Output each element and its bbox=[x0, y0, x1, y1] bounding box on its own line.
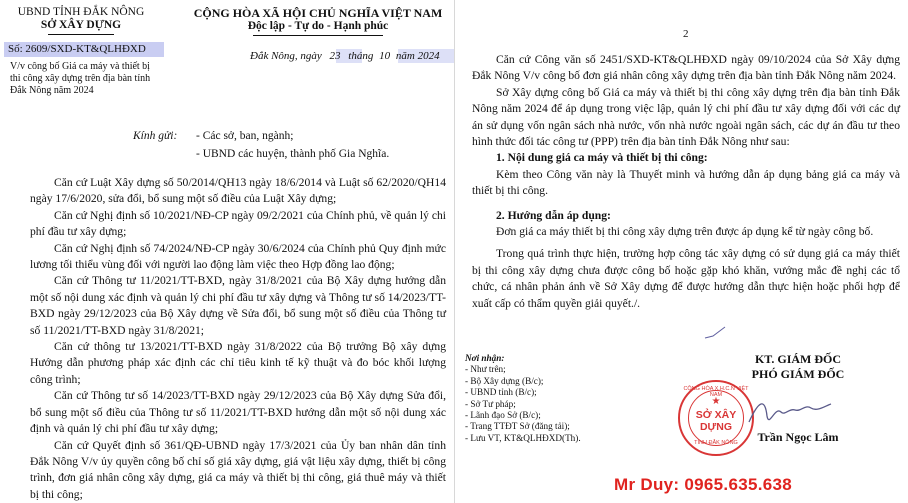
watermark-contact: Mr Duy: 0965.635.638 bbox=[614, 475, 792, 494]
agency-name: SỞ XÂY DỰNG bbox=[40, 19, 122, 31]
national-motto: Độc lập - Tự do - Hạnh phúc bbox=[247, 20, 389, 32]
receiver-item: - Bộ Xây dựng (B/c); bbox=[465, 375, 544, 386]
signature-title-2: PHÓ GIÁM ĐỐC bbox=[751, 367, 845, 381]
section-heading-1: 1. Nội dung giá ca máy và thiết bị thi công: bbox=[496, 151, 708, 165]
page1-body bbox=[30, 175, 446, 503]
paragraph: Trong quá trình thực hiện, trường hợp công tác xây dựng có sử dụng giá ca máy thiết bị thi công xây dựng chưa được công bố hoặc gặp khó khăn, vướng mắc đề nghị các tổ chức, cá nhân phản ánh về Sở Xây dựng để được hướng dẫn thực hiện hoặc phối hợp để xuất cấp có thẩm quyền giải quyết./. bbox=[472, 247, 900, 310]
receiver-item: - Như trên; bbox=[465, 364, 506, 375]
signer-name: Trần Ngọc Lâm bbox=[757, 430, 839, 444]
receiver-item: - Lãnh đạo Sở (B/c); bbox=[465, 410, 541, 421]
recipient-1: - Các sở, ban, ngành; bbox=[196, 130, 294, 142]
place-date: Đắk Nông, ngày 23 tháng 10 năm 2024 bbox=[250, 50, 440, 62]
agency-underline bbox=[48, 34, 114, 35]
paragraph: Căn cứ thông tư 13/2021/TT-BXD ngày 31/8/2022 của Bộ trưởng Bộ xây dựng Hướng dẫn phương pháp xác định các chỉ tiêu kinh tế kỹ thuật và đo bóc khối lượng công trình; bbox=[30, 340, 446, 386]
initial-mark-icon bbox=[703, 324, 727, 344]
paragraph: Đơn giá ca máy thiết bị thi công xây dựng trên được áp dụng kể từ ngày công bố. bbox=[496, 225, 874, 239]
receiver-item: - Sở Tư pháp; bbox=[465, 398, 516, 409]
receivers-block bbox=[465, 353, 615, 444]
paragraph: Căn cứ Thông tư 11/2021/TT-BXD, ngày 31/8/2021 của Bộ Xây dựng hướng dẫn một số nội dung xác định và quản lý chi phí đầu tư xây dựng và Thông tư số 14/2023/TT-BXD ngày 29/12/2023 của Bộ Xây dựng về Sửa đổi, bổ sung một số điều của Thông tư số 11/2021/TT-BXD ngày 31/8/2021; bbox=[30, 274, 446, 337]
receiver-item: - UBND tỉnh (B/c); bbox=[465, 387, 537, 398]
receiver-item: - Trang TTĐT Sở (đăng tải); bbox=[465, 421, 570, 432]
paragraph: Căn cứ Luật Xây dựng số 50/2014/QH13 ngày 18/6/2014 và Luật số 62/2020/QH14 ngày 17/6/2020, sửa đổi, bổ sung một số điều của Luật Xây dựng; bbox=[30, 176, 446, 206]
signature-title-1: KT. GIÁM ĐỐC bbox=[754, 352, 842, 366]
receiver-item: - Lưu VT, KT&QLHĐXD(Th). bbox=[465, 432, 581, 443]
recipients-label: Kính gửi: bbox=[133, 130, 178, 142]
page2-body bbox=[472, 52, 900, 312]
national-title: CỘNG HÒA XÃ HỘI CHỦ NGHĨA VIỆT NAM bbox=[193, 6, 443, 20]
paragraph: Kèm theo Công văn này là Thuyết minh và hướng dẫn áp dụng bảng giá ca máy và thiết bị thi công. bbox=[472, 167, 900, 198]
receivers-label: Nơi nhận: bbox=[465, 353, 505, 363]
paragraph: Căn cứ Công văn số 2451/SXD-KT&QLHĐXD ngày 09/10/2024 của Sở Xây dựng Đắk Nông V/v công bố đơn giá nhân công xây dựng trên địa bàn tỉnh Đắk Nông năm 2024. bbox=[472, 53, 900, 83]
page-number: 2 bbox=[683, 28, 689, 40]
signature-icon bbox=[745, 392, 835, 432]
official-seal: CỘNG HÒA X.H.C.N VIỆT NAM ★ SỞ XÂY DỰNG TỈNH ĐẮK NÔNG bbox=[678, 380, 754, 456]
paragraph: Căn cứ Nghị định số 74/2024/NĐ-CP ngày 30/6/2024 của Chính phủ Quy định mức lương tối thiểu vùng đối với người lao động làm việc theo Hợp đồng lao động; bbox=[30, 241, 446, 272]
document-page-2 bbox=[455, 0, 908, 503]
recipient-2: - UBND các huyện, thành phố Gia Nghĩa. bbox=[196, 148, 390, 160]
paragraph: Căn cứ Nghị định số 10/2021/NĐ-CP ngày 09/2/2021 của Chính phủ, về quản lý chi phí đầu tư xây dựng; bbox=[30, 208, 446, 239]
section-heading-2: 2. Hướng dẫn áp dụng: bbox=[496, 208, 611, 222]
paragraph: Căn cứ Quyết định số 361/QĐ-UBND ngày 17/3/2021 của Ủy ban nhân dân tỉnh Đắk Nông V/v ủy quyền công bố chỉ số giá xây dựng, giá vật liệu xây dựng, thiết bị công trình, đơn giá nhân công xây dựng, giá ca máy và thiết bị thi công, giá thuê máy và thiết bị thi công; bbox=[30, 438, 446, 501]
agency-parent: UBND TỈNH ĐẮK NÔNG bbox=[17, 6, 145, 18]
paragraph: Căn cứ Thông tư số 14/2023/TT-BXD ngày 29/12/2023 của Bộ Xây dựng Sửa đổi, bổ sung một số điều của Thông tư số 11/2021/TT-BXD hướng dẫn một số nội dung xác định và quản lý chi phí đầu tư xây dựng; bbox=[30, 389, 446, 436]
doc-number: Số: 2609/SXD-KT&QLHĐXD bbox=[8, 43, 146, 55]
doc-subject: V/v công bố Giá ca máy và thiết bị thi công xây dựng trên địa bàn tỉnh Đắk Nông năm 2024 bbox=[10, 61, 151, 96]
paragraph: Sở Xây dựng công bố Giá ca máy và thiết bị thi công xây dựng trên địa bàn tỉnh Đắk Nông năm 2024 để áp dụng trong việc lập, quản lý chi phí đầu tư xây dựng đối với các dự án sử dụng vốn ngân sách nhà nước, vốn nhà nước ngoài ngân sách, các dự án đầu tư theo hình thức đối tác công tư (PPP) trên địa bàn tỉnh Đắk Nông như sau: bbox=[472, 85, 900, 149]
motto-underline bbox=[253, 35, 383, 36]
